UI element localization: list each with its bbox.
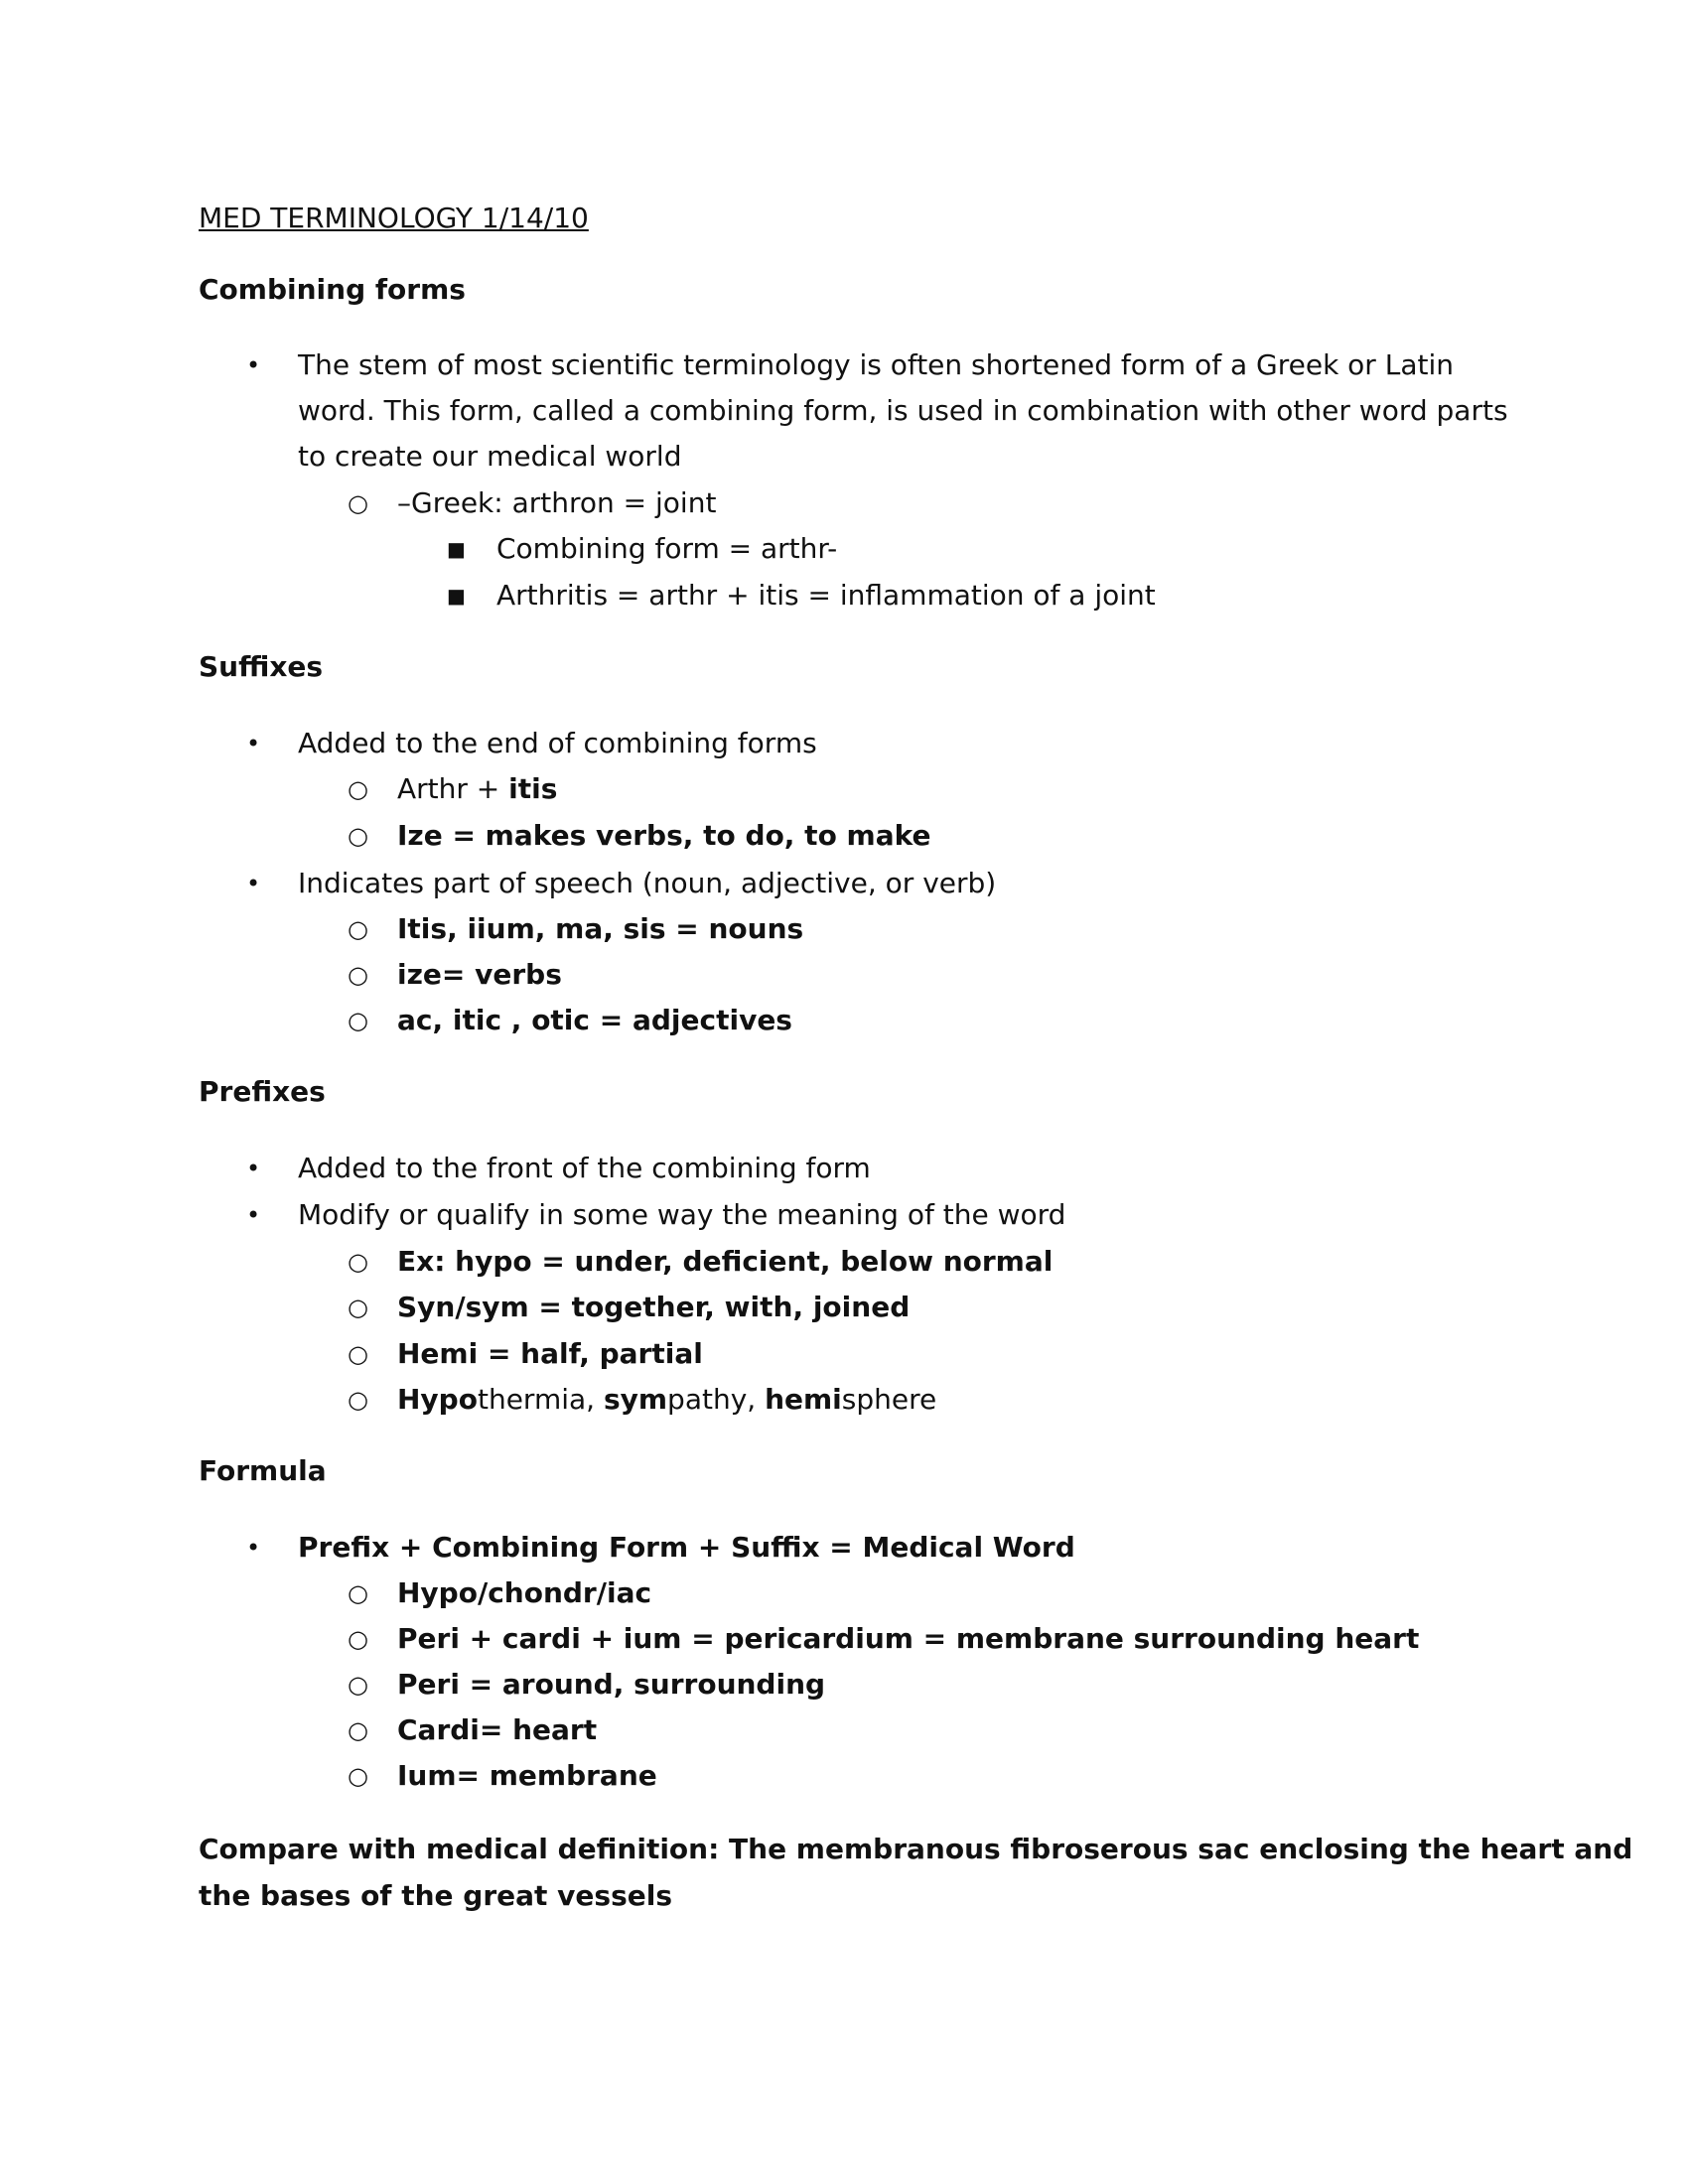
sub-bullet-marker: ○ <box>348 1386 368 1414</box>
suffix-nouns: Itis, iium, ma, sis = nouns <box>397 912 804 945</box>
sub-bullet-marker: ○ <box>348 1671 368 1699</box>
prefix-hemi: Hemi = half, partial <box>397 1337 703 1370</box>
prefix-bullet-2: Modify or qualify in some way the meaning of the word <box>298 1198 1066 1231</box>
heading-formula: Formula <box>199 1454 327 1487</box>
formula-step-5: Ium= membrane <box>397 1759 657 1792</box>
sub-bullet-marker: ○ <box>348 1579 368 1607</box>
example-part: pathy, <box>667 1383 766 1416</box>
example-part: thermia, <box>477 1383 604 1416</box>
example-part: Hypo <box>397 1383 478 1416</box>
example-part: sphere <box>841 1383 937 1416</box>
formula-step-4: Cardi= heart <box>397 1713 598 1746</box>
formula-step-2: Peri + cardi + ium = pericardium = membrane surrounding heart <box>397 1622 1420 1655</box>
sub-bullet-marker: ○ <box>348 775 368 803</box>
combining-paragraph-line-3: to create our medical world <box>298 440 682 473</box>
sub-bullet-marker: ○ <box>348 1007 368 1034</box>
combining-paragraph-line-2: word. This form, called a combining form, is used in combination with other word parts <box>298 394 1508 427</box>
sub-bullet-marker: ○ <box>348 489 368 517</box>
sub-bullet-marker: ○ <box>348 1340 368 1368</box>
prefix-examples <box>397 1380 936 1420</box>
example-part: sym <box>603 1383 668 1416</box>
suffix-verbs: ize= verbs <box>397 958 562 991</box>
formula-step-1: Hypo/chondr/iac <box>397 1576 652 1609</box>
greek-example: –Greek: arthron = joint <box>397 486 717 519</box>
prefix-hypo: Ex: hypo = under, deficient, below normal <box>397 1245 1054 1278</box>
sub-bullet-marker: ○ <box>348 1248 368 1276</box>
heading-prefixes: Prefixes <box>199 1075 326 1108</box>
sub-bullet-marker: ○ <box>348 1762 368 1790</box>
suffix-adjectives: ac, itic , otic = adjectives <box>397 1004 792 1036</box>
prefix-bullet-1: Added to the front of the combining form <box>298 1152 871 1184</box>
suffix-itis-text: itis <box>508 772 558 805</box>
sub-bullet-marker: ○ <box>348 1716 368 1744</box>
combining-paragraph-line-1: The stem of most scientific terminology is often shortened form of a Greek or Latin <box>298 348 1454 381</box>
compare-line-1: Compare with medical definition: The membranous fibroserous sac enclosing the heart and <box>199 1833 1633 1865</box>
suffix-arthr-itis <box>397 769 557 809</box>
suffix-arthr-text: Arthr + <box>397 772 509 805</box>
bullet-marker: • <box>246 351 261 379</box>
example-part: hemi <box>765 1383 842 1416</box>
bullet-marker: • <box>246 870 261 897</box>
bullet-marker: • <box>246 1155 261 1182</box>
heading-combining-forms: Combining forms <box>199 273 466 306</box>
sub-bullet-marker: ○ <box>348 1294 368 1321</box>
compare-line-2: the bases of the great vessels <box>199 1879 672 1912</box>
suffix-bullet-2: Indicates part of speech (noun, adjective, or verb) <box>298 867 997 899</box>
sub-bullet-marker: ○ <box>348 961 368 989</box>
bullet-marker: • <box>246 1534 261 1562</box>
arthritis-example: Arthritis = arthr + itis = inflammation of a joint <box>496 579 1156 612</box>
bullet-marker: • <box>246 1201 261 1229</box>
sub-bullet-marker: ○ <box>348 1625 368 1653</box>
suffix-bullet-1: Added to the end of combining forms <box>298 727 817 759</box>
square-bullet-marker: ■ <box>447 584 466 608</box>
prefix-syn: Syn/sym = together, with, joined <box>397 1291 911 1323</box>
sub-bullet-marker: ○ <box>348 915 368 943</box>
page-title: MED TERMINOLOGY 1/14/10 <box>199 202 589 234</box>
formula-main: Prefix + Combining Form + Suffix = Medical Word <box>298 1531 1075 1564</box>
heading-suffixes: Suffixes <box>199 650 324 683</box>
suffix-ize: Ize = makes verbs, to do, to make <box>397 819 931 852</box>
square-bullet-marker: ■ <box>447 537 466 561</box>
sub-bullet-marker: ○ <box>348 822 368 850</box>
combining-form-example: Combining form = arthr- <box>496 532 838 565</box>
formula-step-3: Peri = around, surrounding <box>397 1668 826 1701</box>
bullet-marker: • <box>246 730 261 757</box>
